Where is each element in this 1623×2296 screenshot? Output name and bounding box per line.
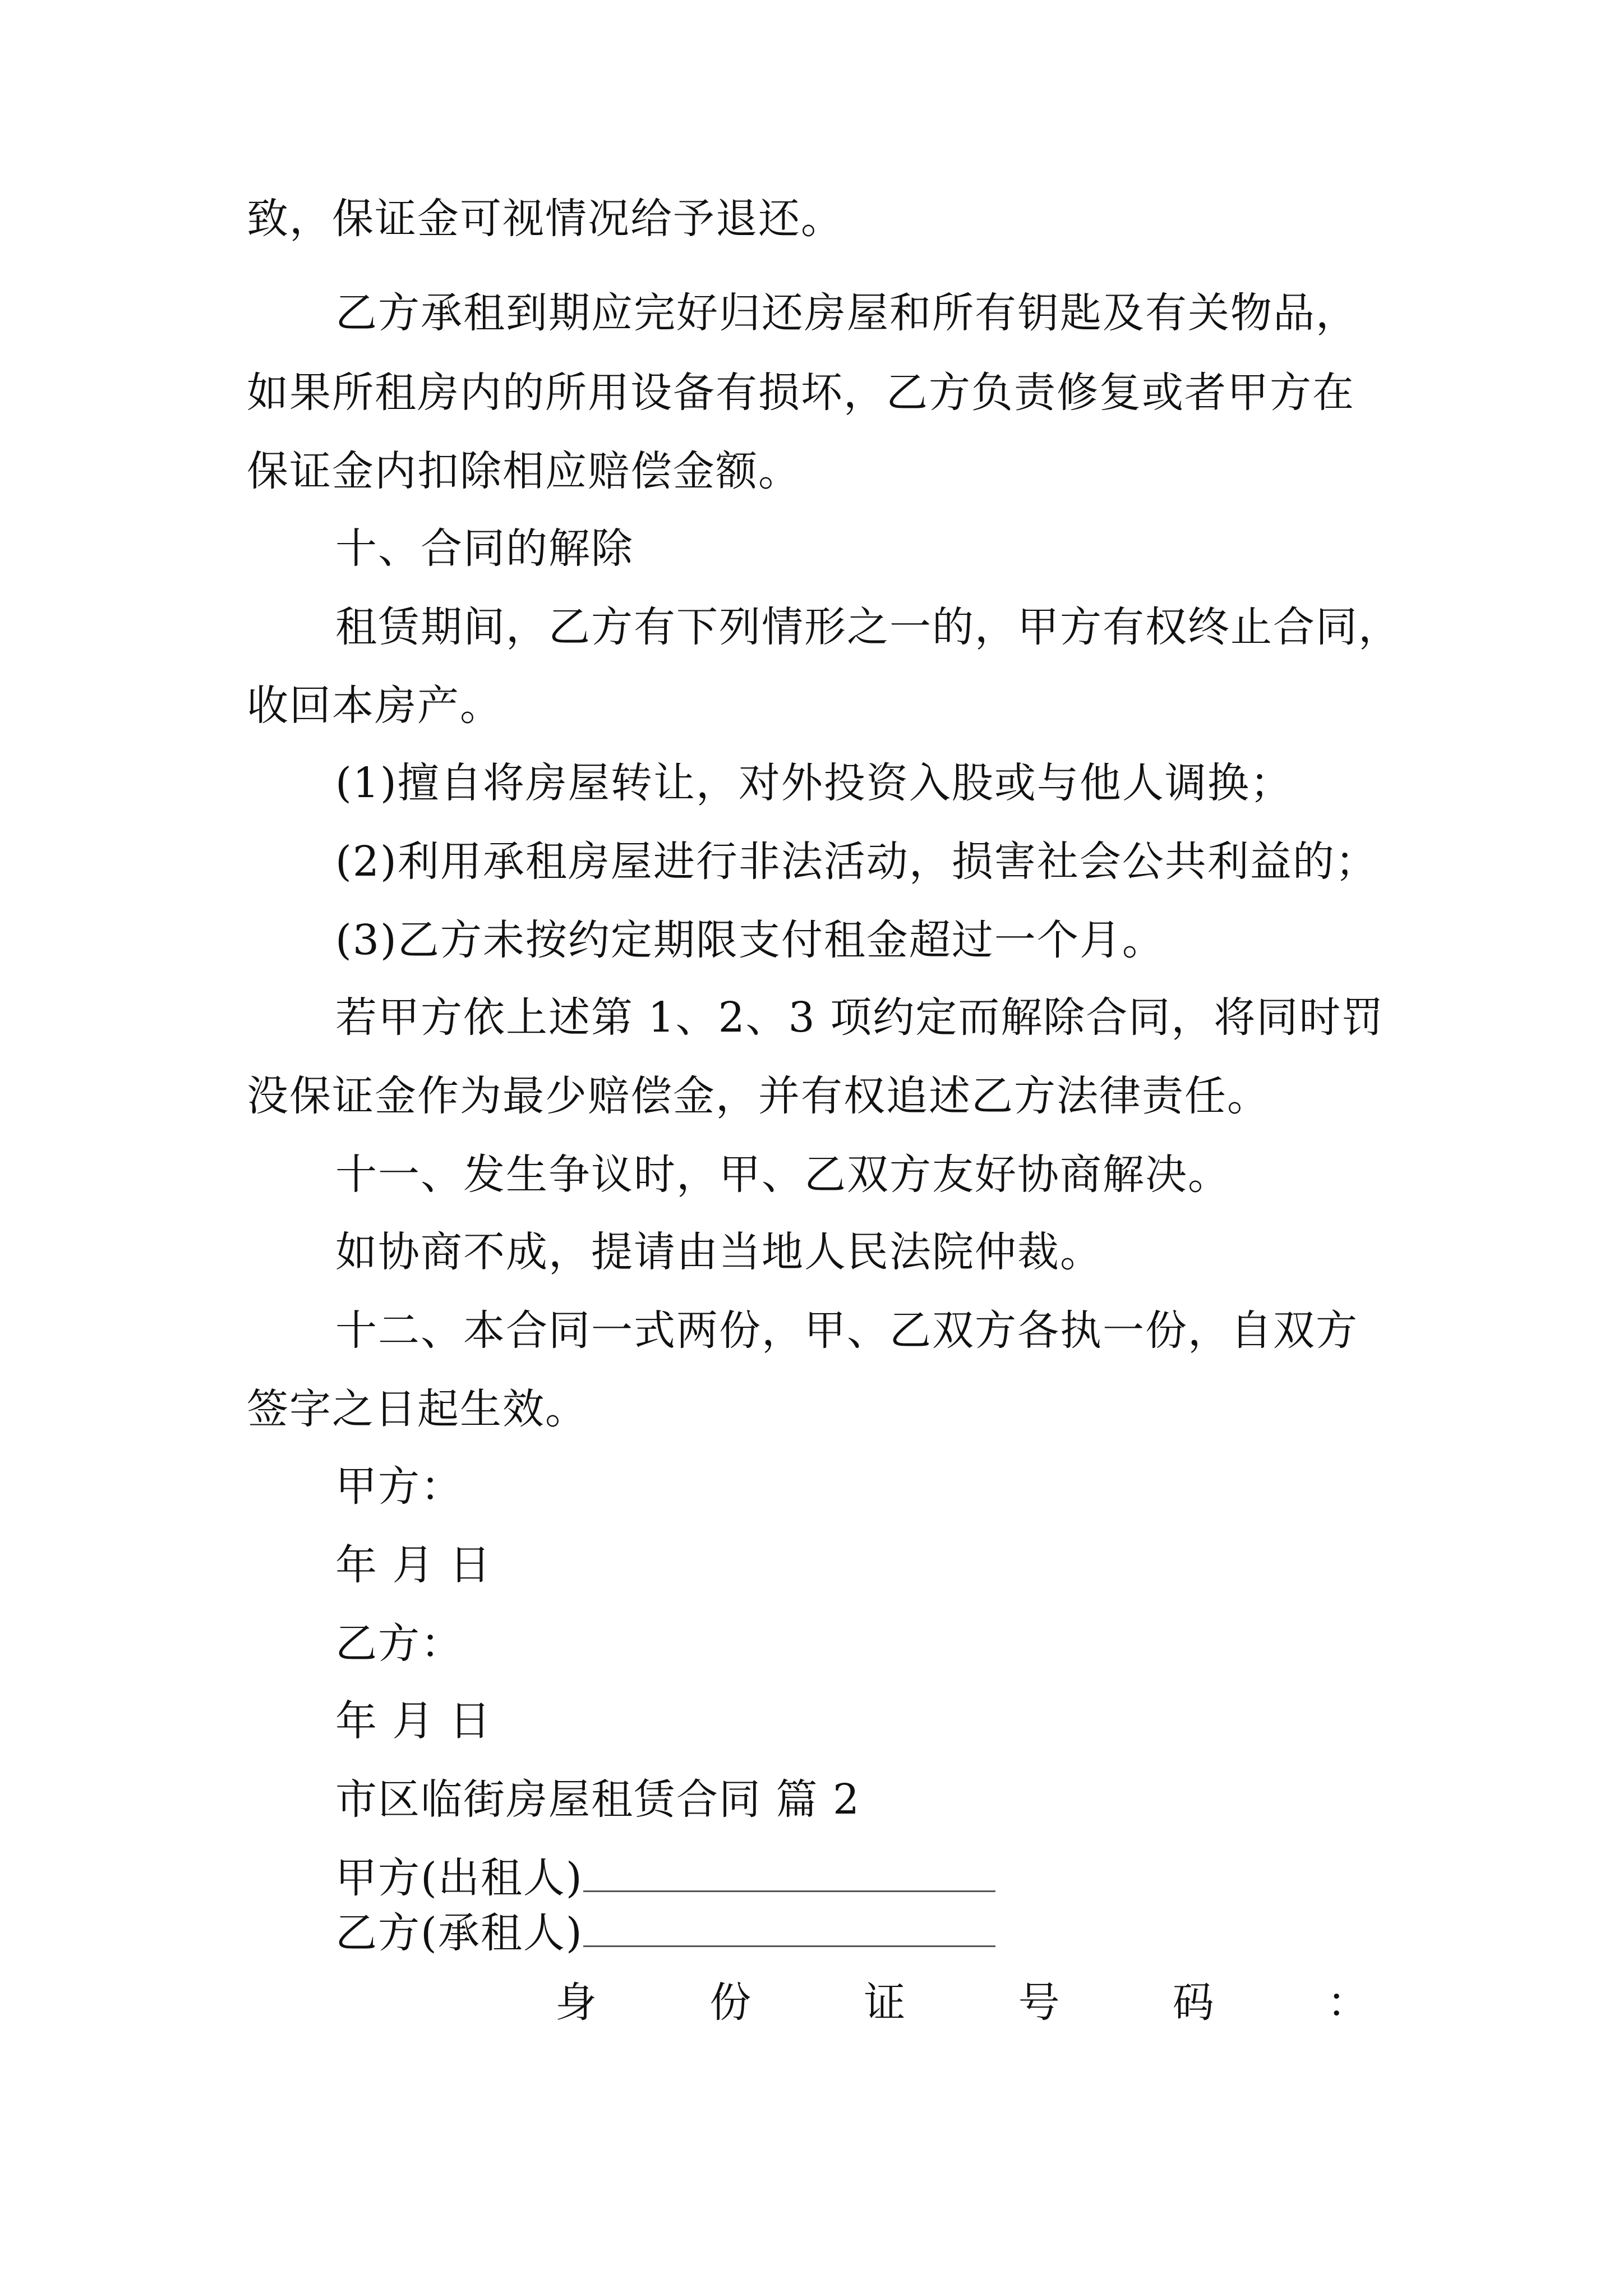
paragraph-line: 如协商不成，提请由当地人民法院仲裁。	[335, 1228, 1103, 1276]
paragraph-line: 保证金内扣除相应赔偿金额。	[247, 447, 801, 495]
signature-label-party-a: 甲方：	[335, 1462, 463, 1511]
paragraph-line: 致，保证金可视情况给予退还。	[247, 195, 843, 243]
lessor-blank	[583, 1851, 995, 1892]
paragraph-line: 收回本房产。	[247, 682, 502, 730]
paragraph-line: 签字之日起生效。	[247, 1385, 588, 1433]
document-title: 市区临街房屋租赁合同 篇 2	[335, 1775, 861, 1824]
lessee-label: 乙方(承租人)	[335, 1909, 583, 1957]
section-heading: 十一、发生争议时，甲、乙双方友好协商解决。	[335, 1151, 1230, 1199]
lessee-blank	[583, 1906, 995, 1947]
id-char: 码	[1172, 1978, 1214, 2027]
lessor-label: 甲方(出租人)	[335, 1854, 583, 1902]
signature-label-party-b: 乙方：	[335, 1619, 463, 1668]
date-line: 年 月 日	[335, 1697, 492, 1745]
section-heading: 十、合同的解除	[335, 524, 634, 573]
list-item: (2)利用承租房屋进行非法活动，损害社会公共利益的；	[335, 838, 1378, 886]
lessor-line	[335, 1850, 995, 1906]
paragraph-line: 乙方承租到期应完好归还房屋和所有钥匙及有关物品，	[335, 289, 1358, 337]
id-number-line	[555, 1975, 1368, 2031]
paragraph-line: 没保证金作为最少赔偿金，并有权追述乙方法律责任。	[247, 1072, 1270, 1120]
id-char: 份	[709, 1978, 751, 2027]
date-line: 年 月 日	[335, 1541, 492, 1589]
paragraph-line: 若甲方依上述第 1、2、3 项约定而解除合同，将同时罚	[335, 993, 1385, 1042]
list-item: (3)乙方未按约定期限支付租金超过一个月。	[335, 916, 1165, 964]
section-heading: 十二、本合同一式两份，甲、乙双方各执一份，自双方	[335, 1306, 1358, 1355]
paragraph-line: 租赁期间，乙方有下列情形之一的，甲方有权终止合同，	[335, 603, 1401, 651]
id-char: ：	[1326, 1978, 1368, 2027]
lessee-line	[335, 1905, 995, 1961]
id-char: 证	[864, 1978, 906, 2027]
id-char: 身	[555, 1978, 597, 2027]
id-char: 号	[1018, 1978, 1060, 2027]
paragraph-line: 如果所租房内的所用设备有损坏，乙方负责修复或者甲方在	[247, 369, 1355, 417]
list-item: (1)擅自将房屋转让，对外投资入股或与他人调换；	[335, 759, 1293, 807]
